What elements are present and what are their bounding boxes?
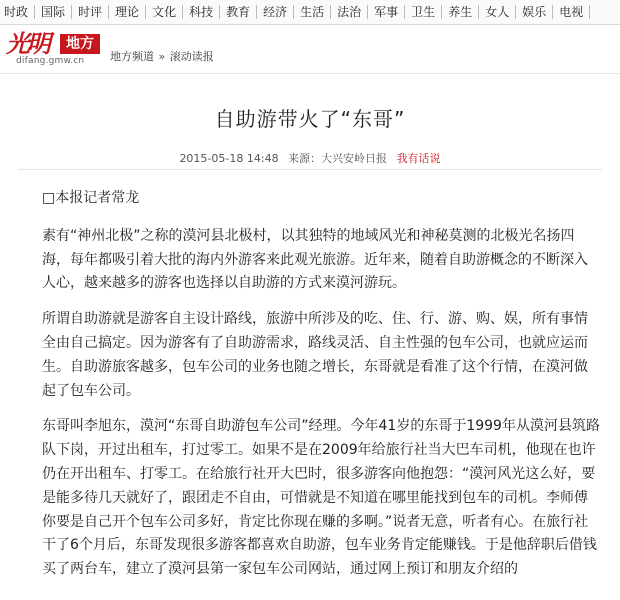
nav-item-wenhua[interactable]: 文化	[146, 5, 183, 19]
nav-item-jiaoyu[interactable]: 教育	[220, 5, 257, 19]
breadcrumb-channel-link[interactable]: 地方频道	[110, 50, 154, 63]
nav-item-lilun[interactable]: 理论	[109, 5, 146, 19]
nav-item-dianshi[interactable]: 电视	[553, 5, 590, 19]
article-paragraph: 素有“神州北极”之称的漠河县北极村，以其独特的地域风光和神秘莫测的北极光名扬四海，每年都吸引着大批的海内外游客来此观光旅游。近年来，随着自助游概念的不断深入人心，越来越多的游客也选择以自助游的方式来漠河游玩。	[42, 227, 588, 292]
nav-item-shizheng[interactable]: 时政	[0, 5, 35, 19]
nav-item-nvren[interactable]: 女人	[479, 5, 516, 19]
logo-box-text: 地方	[60, 34, 100, 54]
nav-item-weisheng[interactable]: 卫生	[405, 5, 442, 19]
article-date: 2015-05-18 14:48	[179, 152, 279, 165]
site-logo[interactable]	[6, 31, 102, 69]
nav-item-jingji[interactable]: 经济	[257, 5, 294, 19]
article-paragraph: 东哥叫李旭东，漠河“东哥自助游包车公司”经理。今年41岁的东哥于1999年从漠河县筑路队下岗，开过出租车，打过零工。如果不是在2009年给旅行社当大巴车司机，他现在也许仍在开出租车、打零工。在给旅行社开大巴时，很多游客向他抱怨：“漠河风光这么好，要是能多待几天就好了，跟团走不自由，可惜就是不知道在哪里能找到包车的司机。李师傅你要是自己开个包车公司多好，肯定比你现在赚的多啊。”说者无意，听者有心。在旅行社干了6个月后，东哥发现很多游客都喜欢自助游，包车业务肯定能赚钱。于是他辞职后借钱买了两台车，建立了漠河县第一家包车公司网站，通过网上预订和朋友介绍的	[42, 418, 600, 578]
nav-item-keji[interactable]: 科技	[183, 5, 220, 19]
header-divider	[0, 73, 620, 74]
logo-script-text: 光明	[6, 29, 48, 58]
article-paragraph: 所谓自助游就是游客自主设计路线，旅游中所涉及的吃、住、行、游、购、娱，所有事情全由自己搞定。因为游客有了自助游需求，路线灵活、自主性强的包车公司，也就应运而生。自助游旅客越多，包车公司的业务也随之增长，东哥就是看准了这个行情，在漠河做起了包车公司。	[42, 311, 588, 399]
nav-item-shenghuo[interactable]: 生活	[294, 5, 331, 19]
article-title: 自助游带火了“东哥”	[214, 107, 406, 131]
top-nav-bar	[0, 0, 620, 25]
article-meta	[0, 150, 620, 166]
article-source: 来源：大兴安岭日报	[288, 152, 388, 165]
article-body	[42, 187, 600, 594]
nav-item-guoji[interactable]: 国际	[35, 5, 72, 19]
meta-divider	[18, 169, 602, 170]
nav-item-junshi[interactable]: 军事	[368, 5, 405, 19]
nav-item-yangsheng[interactable]: 养生	[442, 5, 479, 19]
breadcrumb	[110, 48, 214, 64]
nav-item-fazhi[interactable]: 法治	[331, 5, 368, 19]
article-byline: □本报记者常龙	[42, 190, 140, 206]
logo-domain: difang.gmw.cn	[16, 56, 85, 66]
nav-item-yule[interactable]: 娱乐	[516, 5, 553, 19]
breadcrumb-separator: »	[158, 50, 166, 63]
comment-link[interactable]: 我有话说	[396, 152, 441, 165]
nav-item-shiping[interactable]: 时评	[72, 5, 109, 19]
breadcrumb-section-link[interactable]: 滚动读报	[169, 50, 214, 63]
